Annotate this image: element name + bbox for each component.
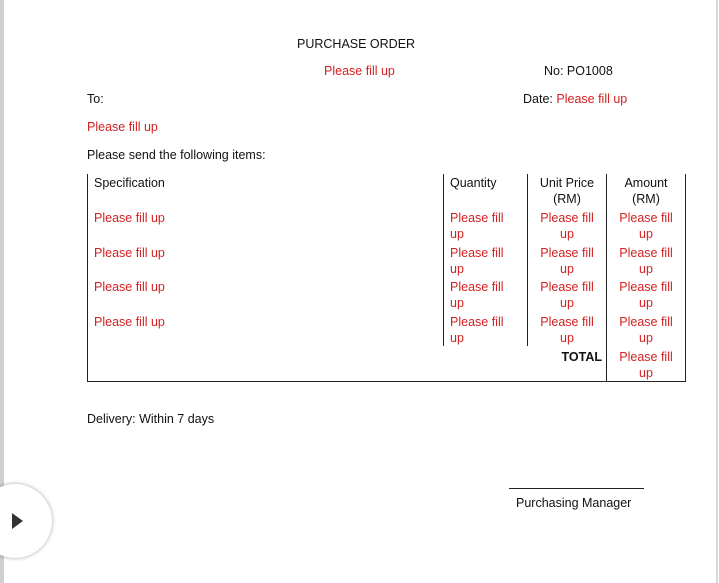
po-number: No: PO1008 xyxy=(544,64,613,78)
row-1-price[interactable] xyxy=(528,210,606,242)
date-label-text: Date: xyxy=(523,92,553,106)
row-1-amount[interactable] xyxy=(607,210,685,242)
row-2-amount[interactable] xyxy=(607,245,685,277)
row-2-qty-line1: Please fill xyxy=(450,246,504,260)
row-3-qty[interactable] xyxy=(450,279,504,311)
page-edge-right xyxy=(716,0,718,583)
total-value[interactable] xyxy=(607,349,685,381)
row-4-qty[interactable] xyxy=(450,314,504,346)
row-1-qty[interactable] xyxy=(450,210,504,242)
date-value[interactable]: Please fill up xyxy=(556,92,628,106)
signature-line xyxy=(509,488,644,489)
row-1-spec[interactable]: Please fill up xyxy=(94,211,165,225)
row-2-price-line1: Please fill xyxy=(540,246,594,260)
delivery-text: Delivery: Within 7 days xyxy=(87,412,215,426)
header-unit-price-line2: (RM) xyxy=(553,192,581,206)
header-unit-price xyxy=(528,175,606,207)
table-right-border xyxy=(685,174,686,381)
header-unit-price-line1: Unit Price xyxy=(539,176,595,190)
row-3-price[interactable] xyxy=(528,279,606,311)
header-amount-line2: (RM) xyxy=(632,192,660,206)
to-label: To: xyxy=(87,92,104,106)
row-4-qty-line2: up xyxy=(450,331,464,345)
total-value-line2: up xyxy=(639,366,653,380)
row-4-amount-line2: up xyxy=(639,331,653,345)
table-bottom-border xyxy=(87,381,686,382)
total-label: TOTAL xyxy=(561,350,602,364)
row-1-amount-line2: up xyxy=(639,227,653,241)
row-3-price-line1: Please fill xyxy=(540,280,594,294)
row-4-price-line1: Please fill xyxy=(540,315,594,329)
header-amount-line1: Amount xyxy=(624,176,668,190)
row-4-amount[interactable] xyxy=(607,314,685,346)
row-4-spec[interactable]: Please fill up xyxy=(94,315,165,329)
row-1-amount-line1: Please fill xyxy=(619,211,673,225)
row-2-price-line2: up xyxy=(560,262,574,276)
row-2-spec[interactable]: Please fill up xyxy=(94,246,165,260)
row-2-amount-line2: up xyxy=(639,262,653,276)
header-amount xyxy=(607,175,685,207)
row-4-amount-line1: Please fill xyxy=(619,315,673,329)
row-2-amount-line1: Please fill xyxy=(619,246,673,260)
row-4-price[interactable] xyxy=(528,314,606,346)
instruction-text: Please send the following items: xyxy=(87,148,266,162)
play-icon xyxy=(12,513,23,529)
table-divider-spec xyxy=(443,174,444,346)
play-button[interactable] xyxy=(0,484,52,558)
row-2-qty-line2: up xyxy=(450,262,464,276)
row-3-amount-line2: up xyxy=(639,296,653,310)
signature-title: Purchasing Manager xyxy=(516,496,632,510)
row-3-amount-line1: Please fill xyxy=(619,280,673,294)
row-1-price-line1: Please fill xyxy=(540,211,594,225)
date-label xyxy=(523,91,627,107)
row-3-price-line2: up xyxy=(560,296,574,310)
row-1-qty-line2: up xyxy=(450,227,464,241)
row-3-qty-line2: up xyxy=(450,296,464,310)
row-3-amount[interactable] xyxy=(607,279,685,311)
row-3-spec[interactable]: Please fill up xyxy=(94,280,165,294)
row-1-price-line2: up xyxy=(560,227,574,241)
document-title: PURCHASE ORDER xyxy=(297,37,416,51)
total-value-line1: Please fill xyxy=(619,350,673,364)
row-4-qty-line1: Please fill xyxy=(450,315,504,329)
row-2-price[interactable] xyxy=(528,245,606,277)
row-2-qty[interactable] xyxy=(450,245,504,277)
header-quantity: Quantity xyxy=(450,176,497,190)
header-specification: Specification xyxy=(94,176,165,190)
table-left-border xyxy=(87,174,88,381)
to-value[interactable]: Please fill up xyxy=(87,120,158,134)
row-1-qty-line1: Please fill xyxy=(450,211,504,225)
row-3-qty-line1: Please fill xyxy=(450,280,504,294)
subtitle-placeholder[interactable]: Please fill up xyxy=(324,64,395,78)
row-4-price-line2: up xyxy=(560,331,574,345)
